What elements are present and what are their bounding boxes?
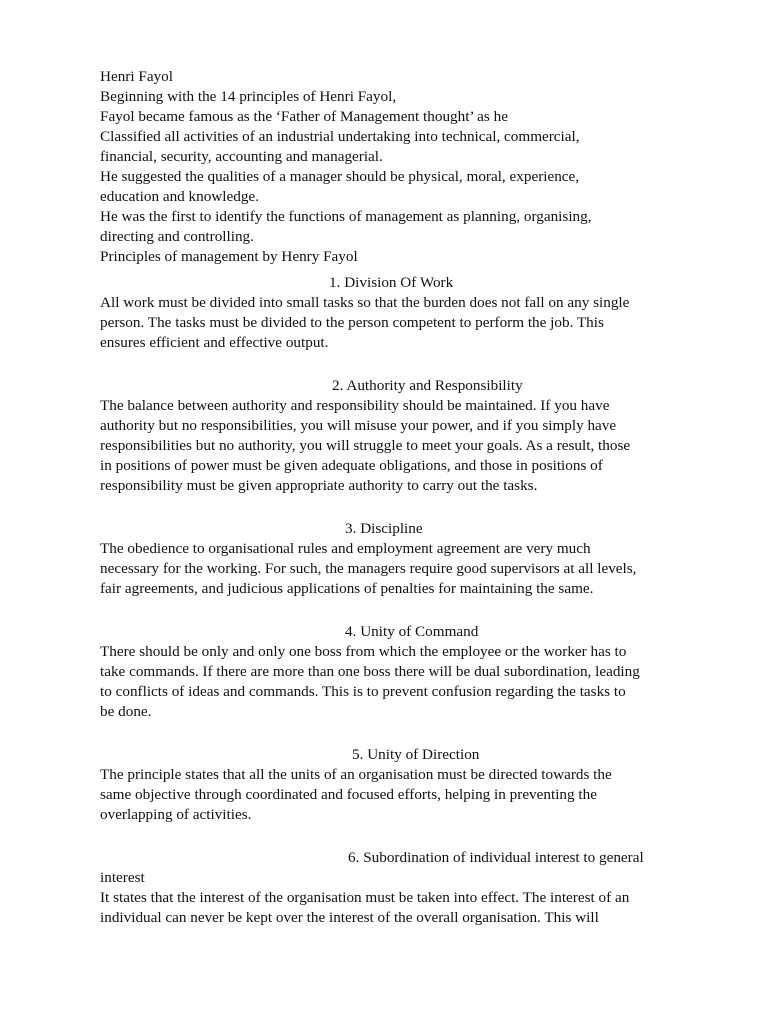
body-line: take commands. If there are more than one boss there will be dual subordination, leading	[100, 663, 640, 680]
body-line: ensures efficient and effective output.	[100, 334, 329, 351]
body-line: There should be only and only one boss from which the employee or the worker has to	[100, 643, 627, 660]
body-line: The principle states that all the units of an organisation must be directed towards the	[100, 766, 612, 783]
intro-block	[100, 67, 700, 267]
principle-body	[100, 396, 700, 496]
body-line: responsibility must be given appropriate authority to carry out the tasks.	[100, 477, 538, 494]
principle-authority-responsibility	[100, 376, 700, 496]
principle-subordination	[100, 848, 700, 928]
principle-heading: 2. Authority and Responsibility	[332, 377, 523, 394]
principle-body	[100, 539, 700, 599]
intro-line: Principles of management by Henry Fayol	[100, 248, 358, 265]
intro-line: He was the first to identify the functions of management as planning, organising,	[100, 208, 592, 225]
principle-body	[100, 868, 700, 928]
intro-line: directing and controlling.	[100, 228, 254, 245]
principle-heading: 3. Discipline	[345, 520, 423, 537]
principle-unity-of-direction	[100, 745, 700, 825]
principle-heading: 1. Division Of Work	[329, 274, 454, 291]
principle-unity-of-command	[100, 622, 700, 722]
intro-line: Beginning with the 14 principles of Henri Fayol,	[100, 88, 397, 105]
body-line: responsibilities but no authority, you will struggle to meet your goals. As a result, those	[100, 437, 631, 454]
intro-line: He suggested the qualities of a manager should be physical, moral, experience,	[100, 168, 580, 185]
document-title: Henri Fayol	[100, 68, 173, 85]
principle-heading: 5. Unity of Direction	[352, 746, 480, 763]
body-line: to conflicts of ideas and commands. This is to prevent confusion regarding the tasks to	[100, 683, 626, 700]
body-line: same objective through coordinated and focused efforts, helping in preventing the	[100, 786, 597, 803]
principle-division-of-work	[100, 273, 700, 353]
intro-line: Fayol became famous as the ‘Father of Management thought’ as he	[100, 108, 508, 125]
principle-body	[100, 765, 700, 825]
principle-heading: 6. Subordination of individual interest to general	[348, 849, 644, 866]
intro-line: education and knowledge.	[100, 188, 259, 205]
intro-line: financial, security, accounting and managerial.	[100, 148, 383, 165]
body-line: It states that the interest of the organisation must be taken into effect. The interest of an	[100, 889, 630, 906]
body-line: authority but no responsibilities, you will misuse your power, and if you simply have	[100, 417, 617, 434]
body-line: be done.	[100, 703, 152, 720]
intro-line: Classified all activities of an industrial undertaking into technical, commercial,	[100, 128, 580, 145]
body-line: The balance between authority and responsibility should be maintained. If you have	[100, 397, 610, 414]
body-line: The obedience to organisational rules and employment agreement are very much	[100, 540, 591, 557]
body-line: necessary for the working. For such, the managers require good supervisors at all levels,	[100, 560, 637, 577]
body-line: overlapping of activities.	[100, 806, 252, 823]
principle-heading: 4. Unity of Command	[345, 623, 479, 640]
body-line: person. The tasks must be divided to the person competent to perform the job. This	[100, 314, 604, 331]
body-line: All work must be divided into small tasks so that the burden does not fall on any single	[100, 294, 630, 311]
body-line: individual can never be kept over the interest of the overall organisation. This will	[100, 909, 599, 926]
body-line: interest	[100, 869, 145, 886]
body-line: fair agreements, and judicious applications of penalties for maintaining the same.	[100, 580, 594, 597]
principle-body	[100, 642, 700, 722]
body-line: in positions of power must be given adequate obligations, and those in positions of	[100, 457, 603, 474]
document-page	[100, 67, 700, 928]
principle-body	[100, 293, 700, 353]
principle-discipline	[100, 519, 700, 599]
